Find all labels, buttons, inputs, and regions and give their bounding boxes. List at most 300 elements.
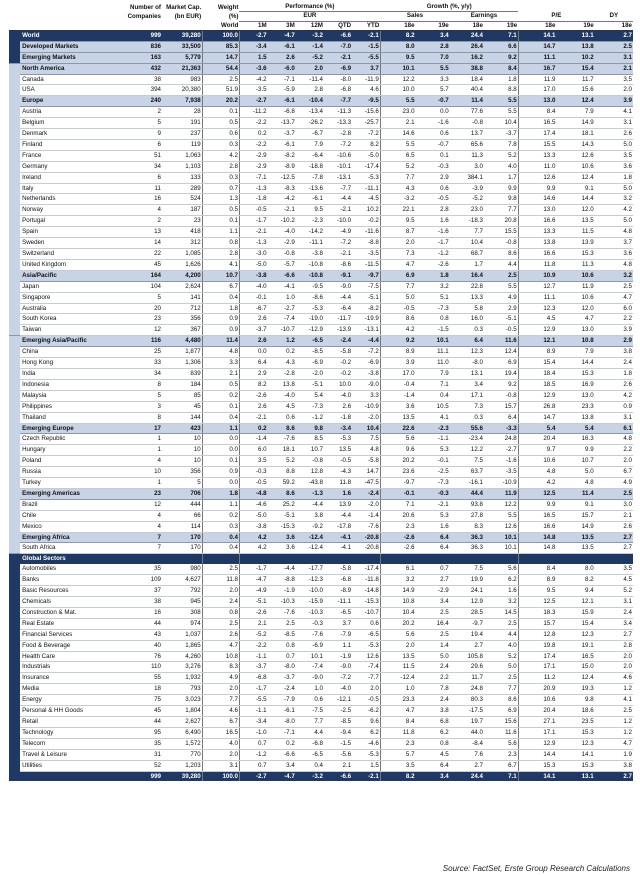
cell-value: 105.8 — [450, 651, 484, 662]
cell-value: -6.9 — [296, 640, 324, 651]
cell-value: 4.4 — [484, 259, 518, 270]
cell-value: -7.5 — [296, 706, 324, 717]
cell-value: -15.3 — [352, 597, 380, 608]
col-header-sales: Sales — [380, 12, 449, 21]
cell-value: -0.5 — [484, 325, 518, 336]
cell-value: 9.6 — [380, 445, 415, 456]
cell-value: 14.1 — [518, 771, 556, 781]
cell-value: 2.7 — [450, 760, 484, 771]
cell-value: 0.1 — [202, 107, 239, 118]
cell-value: 12.9 — [518, 738, 556, 749]
cell-value: 4.2 — [518, 478, 556, 489]
cell-value: 12.1 — [556, 597, 594, 608]
cell-value: 39,280 — [162, 771, 202, 781]
table-row — [9, 183, 633, 194]
cell-value: 12.4 — [556, 172, 594, 183]
cell-value: -0.7 — [416, 96, 450, 107]
cell-value: -5.3 — [352, 172, 380, 183]
cell-value: -4.3 — [324, 467, 352, 478]
cell-value: -8.0 — [268, 716, 296, 727]
cell-value: -7.3 — [416, 303, 450, 314]
cell-value: -0.2 — [352, 216, 380, 227]
cell-value: 6.7 — [484, 760, 518, 771]
cell-value: 15.6 — [556, 85, 594, 96]
cell-value: -5.1 — [296, 379, 324, 390]
col-header-performance: Performance (%) — [239, 3, 380, 12]
cell-value: -4.4 — [324, 194, 352, 205]
cell-value: 1.6 — [484, 586, 518, 597]
cell-value: -3.7 — [239, 662, 267, 673]
cell-value: 10.4 — [352, 423, 380, 434]
cell-value: 59.2 — [268, 478, 296, 489]
cell-value: 23.0 — [380, 107, 415, 118]
cell-value: -0.8 — [484, 390, 518, 401]
cell-value: 6.2 — [484, 575, 518, 586]
cell-value: 3.3 — [352, 390, 380, 401]
cell-value: 3 — [122, 401, 162, 412]
cell-value: -0.8 — [268, 249, 296, 260]
cell-value: 55.6 — [450, 423, 484, 434]
cell-value: 1,626 — [162, 259, 202, 270]
row-label: Telecom — [20, 738, 122, 749]
cell-value: -5.8 — [352, 456, 380, 467]
cell-value: 14.9 — [380, 586, 415, 597]
row-label: Italy — [20, 183, 122, 194]
cell-value: 4.8 — [352, 445, 380, 456]
cell-value: 0.3 — [450, 412, 484, 423]
cell-value: -6.5 — [324, 607, 352, 618]
cell-value: 8.3 — [450, 521, 484, 532]
row-label: Spain — [20, 227, 122, 238]
cell-value: 20,380 — [162, 85, 202, 96]
cell-value: 2.2 — [595, 314, 633, 325]
cell-value: 6 — [122, 172, 162, 183]
cell-value: -26.2 — [296, 118, 324, 129]
cell-value: 2.7 — [595, 543, 633, 554]
cell-value: -3.4 — [324, 423, 352, 434]
cell-value: 16.5 — [202, 727, 239, 738]
cell-value: 5.5 — [380, 96, 415, 107]
row-label: Japan — [20, 281, 122, 292]
cell-value: 3,023 — [162, 695, 202, 706]
cell-value: 19.7 — [450, 716, 484, 727]
cell-value: 524 — [162, 194, 202, 205]
cell-value: 11.5 — [380, 662, 415, 673]
cell-value: 38 — [122, 74, 162, 85]
cell-value: 2.6 — [595, 129, 633, 140]
cell-value: 7 — [122, 532, 162, 543]
cell-value: -6.4 — [324, 303, 352, 314]
cell-value: 0.1 — [416, 150, 450, 161]
cell-value: 3.6 — [595, 161, 633, 172]
cell-value: 11.1 — [518, 292, 556, 303]
cell-value: 394 — [122, 85, 162, 96]
cell-value: -3.3 — [484, 423, 518, 434]
cell-value: -1.6 — [416, 227, 450, 238]
cell-value: -17.8 — [324, 521, 352, 532]
cell-value: -5.5 — [239, 695, 267, 706]
cell-value: -4.6 — [352, 738, 380, 749]
cell-value: 8.2 — [380, 30, 415, 41]
cell-value — [595, 554, 633, 564]
cell-value: 7.8 — [416, 684, 450, 695]
cell-value: 16.6 — [518, 216, 556, 227]
cell-value: 3.5 — [380, 760, 415, 771]
cell-value: 0.8 — [416, 314, 450, 325]
cell-value: 44.0 — [450, 727, 484, 738]
row-label: USA — [20, 85, 122, 96]
cell-value: 999 — [122, 771, 162, 781]
table-row — [9, 172, 633, 183]
cell-value: 19.4 — [450, 629, 484, 640]
cell-value: 15.4 — [518, 358, 556, 369]
cell-value: -6.0 — [268, 63, 296, 74]
cell-value: 1,877 — [162, 347, 202, 358]
col-header-pe-18e: 18e — [518, 21, 556, 30]
table-row — [9, 564, 633, 574]
cell-value: 16.9 — [556, 379, 594, 390]
cell-value: 2.5 — [416, 607, 450, 618]
col-header-3m: 3M — [268, 21, 296, 30]
cell-value: 1,103 — [162, 161, 202, 172]
row-label: Asia/Pacific — [20, 270, 122, 281]
table-row — [9, 325, 633, 336]
cell-value: -9.2 — [296, 521, 324, 532]
cell-value: 13.1 — [556, 771, 594, 781]
row-label: Automobiles — [20, 564, 122, 574]
cell-value: -7.6 — [268, 607, 296, 618]
col-header-weight-base: World — [202, 21, 239, 30]
cell-value: 6.8 — [416, 716, 450, 727]
cell-value: -5.2 — [450, 194, 484, 205]
cell-value: 15.7 — [556, 510, 594, 521]
cell-value: -0.8 — [450, 118, 484, 129]
cell-value: 4 — [122, 205, 162, 216]
cell-value: -9.7 — [450, 618, 484, 629]
row-label: Thailand — [20, 412, 122, 423]
row-label: Singapore — [20, 292, 122, 303]
cell-value: 5.8 — [450, 303, 484, 314]
cell-value: 1.0 — [296, 684, 324, 695]
cell-value: -4.9 — [324, 227, 352, 238]
cell-value: 2.0 — [202, 684, 239, 695]
row-label: Food & Beverage — [20, 640, 122, 651]
cell-value: -8.5 — [268, 629, 296, 640]
cell-value: 2.6 — [202, 629, 239, 640]
cell-value: -12.4 — [380, 673, 415, 684]
cell-value: 12.5 — [518, 488, 556, 499]
cell-value: 10 — [122, 467, 162, 478]
cell-value: 3.4 — [268, 760, 296, 771]
cell-value: 1,203 — [162, 760, 202, 771]
cell-value: 164 — [122, 270, 162, 281]
cell-value: -1.7 — [239, 564, 267, 574]
cell-value: 0.7 — [239, 738, 267, 749]
cell-value: 2.5 — [595, 488, 633, 499]
table-row — [9, 434, 633, 445]
cell-value: 1.8 — [595, 368, 633, 379]
cell-value: -3.2 — [380, 194, 415, 205]
cell-value: 11.2 — [518, 673, 556, 684]
cell-value: 27.1 — [518, 716, 556, 727]
cell-value: -13.1 — [352, 325, 380, 336]
cell-value: 4.1 — [595, 107, 633, 118]
table-row — [9, 401, 633, 412]
cell-value: 9.5 — [380, 52, 415, 63]
aggregate-row — [9, 41, 633, 52]
aggregate-row — [9, 488, 633, 499]
cell-value: 980 — [162, 564, 202, 574]
col-header-market-cap: Market Cap. — [166, 3, 202, 11]
cell-value: -8.0 — [324, 74, 352, 85]
cell-value: 1.8 — [595, 172, 633, 183]
cell-value: 0.7 — [239, 760, 267, 771]
cell-value: -4.1 — [324, 532, 352, 543]
cell-value: 38.8 — [450, 63, 484, 74]
cell-value: -1.8 — [324, 412, 352, 423]
cell-value: -20.8 — [352, 543, 380, 554]
cell-value: 24.4 — [450, 771, 484, 781]
cell-value: -6.6 — [324, 771, 352, 781]
cell-value: 52 — [122, 760, 162, 771]
row-label: Philippines — [20, 401, 122, 412]
cell-value: -2.4 — [324, 336, 352, 347]
cell-value: -10.0 — [324, 216, 352, 227]
cell-value: 17.0 — [380, 368, 415, 379]
cell-value: 10.4 — [484, 118, 518, 129]
cell-value: 10.1 — [484, 543, 518, 554]
cell-value: -6.7 — [239, 303, 267, 314]
cell-value: 4.6 — [202, 706, 239, 717]
cell-value: -13.3 — [324, 118, 352, 129]
cell-value: -1.6 — [484, 456, 518, 467]
cell-value: -17.4 — [352, 564, 380, 574]
cell-value: 1 — [122, 434, 162, 445]
row-label — [20, 771, 122, 781]
cell-value: 2.8 — [416, 41, 450, 52]
cell-value: 2.8 — [202, 249, 239, 260]
cell-value: 17.1 — [518, 662, 556, 673]
cell-value: -11.9 — [352, 74, 380, 85]
cell-value: 0.8 — [202, 238, 239, 249]
cell-value: 1.1 — [202, 499, 239, 510]
cell-value: -11.7 — [324, 314, 352, 325]
cell-value: 13.7 — [450, 129, 484, 140]
cell-value: 9.8 — [484, 194, 518, 205]
cell-value: 4,480 — [162, 336, 202, 347]
table-row — [9, 74, 633, 85]
cell-value: 16.4 — [450, 270, 484, 281]
cell-value: -7.7 — [352, 673, 380, 684]
cell-value: 4.9 — [595, 478, 633, 489]
cell-value: 13 — [122, 227, 162, 238]
cell-value: 13.3 — [450, 292, 484, 303]
cell-value: 7.1 — [484, 771, 518, 781]
cell-value: -1.6 — [416, 118, 450, 129]
table-row — [9, 390, 633, 401]
cell-value: 1.1 — [202, 423, 239, 434]
cell-value: -9.1 — [324, 270, 352, 281]
cell-value: 20.2 — [380, 456, 415, 467]
row-label: Insurance — [20, 673, 122, 684]
cell-value: 26.8 — [518, 401, 556, 412]
cell-value: 1.8 — [484, 74, 518, 85]
cell-value: 8.6 — [484, 695, 518, 706]
cell-value: 3.0 — [595, 499, 633, 510]
cell-value: -1.2 — [239, 749, 267, 760]
row-label: India — [20, 368, 122, 379]
cell-value: 0.1 — [202, 456, 239, 467]
table-row — [9, 303, 633, 314]
cell-value: 7.9 — [416, 368, 450, 379]
row-label: Financial Services — [20, 629, 122, 640]
cell-value: -4.1 — [324, 543, 352, 554]
cell-value: 2.0 — [352, 684, 380, 695]
cell-value: 23.3 — [380, 695, 415, 706]
cell-value: 9.6 — [352, 716, 380, 727]
cell-value: 1,932 — [162, 673, 202, 684]
cell-value — [296, 554, 324, 564]
cell-value: -7.2 — [324, 139, 352, 150]
table-row — [9, 379, 633, 390]
table-row — [9, 129, 633, 140]
cell-value: 2.0 — [380, 238, 415, 249]
col-header-earnings-18e: 18e — [450, 21, 484, 30]
cell-value: 3.4 — [416, 597, 450, 608]
cell-value: 14.7 — [202, 52, 239, 63]
cell-value: 1.7 — [450, 259, 484, 270]
cell-value: 2.1 — [595, 63, 633, 74]
cell-value: 5.5 — [484, 107, 518, 118]
cell-value: 8.9 — [518, 575, 556, 586]
cell-value: 2.3 — [380, 738, 415, 749]
cell-value: 15.3 — [556, 727, 594, 738]
cell-value: 6.7 — [595, 467, 633, 478]
cell-value: -3.5 — [239, 85, 267, 96]
cell-value: 3.4 — [416, 771, 450, 781]
cell-value: 12 — [122, 499, 162, 510]
cell-value: -1.3 — [239, 238, 267, 249]
cell-value: 34 — [122, 368, 162, 379]
row-label: Portugal — [20, 216, 122, 227]
cell-value: 6.2 — [416, 727, 450, 738]
cell-value: 16.3 — [556, 434, 594, 445]
cell-value: 5.5 — [484, 96, 518, 107]
cell-value: 16.2 — [450, 52, 484, 63]
cell-value: 119 — [162, 139, 202, 150]
cell-value: 5.7 — [416, 85, 450, 96]
cell-value: 14.7 — [518, 412, 556, 423]
cell-value: 14.1 — [518, 30, 556, 41]
cell-value: 1.0 — [268, 292, 296, 303]
cell-value: 13.5 — [556, 532, 594, 543]
table-row — [9, 673, 633, 684]
cell-value: 6.0 — [239, 445, 267, 456]
cell-value: 418 — [162, 227, 202, 238]
cell-value: -10.9 — [484, 478, 518, 489]
cell-value: -0.5 — [239, 478, 267, 489]
cell-value: 4.2 — [202, 150, 239, 161]
cell-value: -17.4 — [352, 161, 380, 172]
cell-value: 6.2 — [352, 727, 380, 738]
cell-value: -2.8 — [268, 368, 296, 379]
cell-value: 2.5 — [416, 629, 450, 640]
cell-value: 14.9 — [556, 521, 594, 532]
cell-value: 11.0 — [518, 161, 556, 172]
row-label: Technology — [20, 727, 122, 738]
cell-value: 12.6 — [352, 651, 380, 662]
cell-value: 11.8 — [324, 478, 352, 489]
cell-value: 28 — [162, 107, 202, 118]
cell-value: 133 — [162, 172, 202, 183]
cell-value: 2.2 — [416, 673, 450, 684]
cell-value: 11.8 — [518, 259, 556, 270]
cell-value: -9.7 — [380, 478, 415, 489]
cell-value: 10.5 — [416, 401, 450, 412]
row-label: Austria — [20, 107, 122, 118]
cell-value: -6.1 — [268, 139, 296, 150]
cell-value: -4.4 — [268, 564, 296, 574]
cell-value: 6.6 — [484, 41, 518, 52]
cell-value: 4.5 — [268, 401, 296, 412]
cell-value: 8.9 — [518, 347, 556, 358]
cell-value: 23.5 — [556, 716, 594, 727]
cell-value — [450, 554, 484, 564]
cell-value: 13.0 — [518, 96, 556, 107]
cell-value: 16.4 — [416, 618, 450, 629]
cell-value: 712 — [162, 303, 202, 314]
cell-value: -1.4 — [239, 434, 267, 445]
cell-value: 7.0 — [416, 52, 450, 63]
cell-value: 1.4 — [416, 640, 450, 651]
cell-value: 0.0 — [202, 445, 239, 456]
cell-value: -11.1 — [324, 597, 352, 608]
cell-value: -9.0 — [324, 281, 352, 292]
cell-value: -2.0 — [352, 412, 380, 423]
cell-value: 8.4 — [380, 716, 415, 727]
cell-value: 7 — [122, 543, 162, 554]
cell-value: 8.8 — [268, 467, 296, 478]
col-header-pe: P/E — [518, 12, 594, 21]
cell-value: 28.5 — [450, 607, 484, 618]
cell-value: -2.9 — [416, 586, 450, 597]
cell-value: 9.9 — [484, 183, 518, 194]
cell-value: 4.8 — [595, 434, 633, 445]
cell-value: 12.4 — [484, 347, 518, 358]
cell-value: -5.3 — [352, 749, 380, 760]
cell-value: 1.6 — [416, 521, 450, 532]
cell-value: 4.3 — [380, 183, 415, 194]
cell-value: -6.6 — [268, 749, 296, 760]
row-label: Turkey — [20, 478, 122, 489]
row-label: World — [20, 30, 122, 41]
cell-value: 15.0 — [556, 662, 594, 673]
table-row — [9, 695, 633, 706]
cell-value: -20.8 — [352, 532, 380, 543]
cell-value: 8.2 — [380, 771, 415, 781]
cell-value: -4.0 — [268, 390, 296, 401]
cell-value: 187 — [162, 205, 202, 216]
cell-value: 6.0 — [595, 303, 633, 314]
col-header-12m: 12M — [296, 21, 324, 30]
cell-value: 12.2 — [484, 499, 518, 510]
cell-value: 14.3 — [556, 139, 594, 150]
cell-value: 18.4 — [450, 74, 484, 85]
cell-value: 2.6 — [595, 521, 633, 532]
row-label: Emerging Asia/Pacific — [20, 336, 122, 347]
cell-value: -2.0 — [296, 368, 324, 379]
cell-value: 7,938 — [162, 96, 202, 107]
